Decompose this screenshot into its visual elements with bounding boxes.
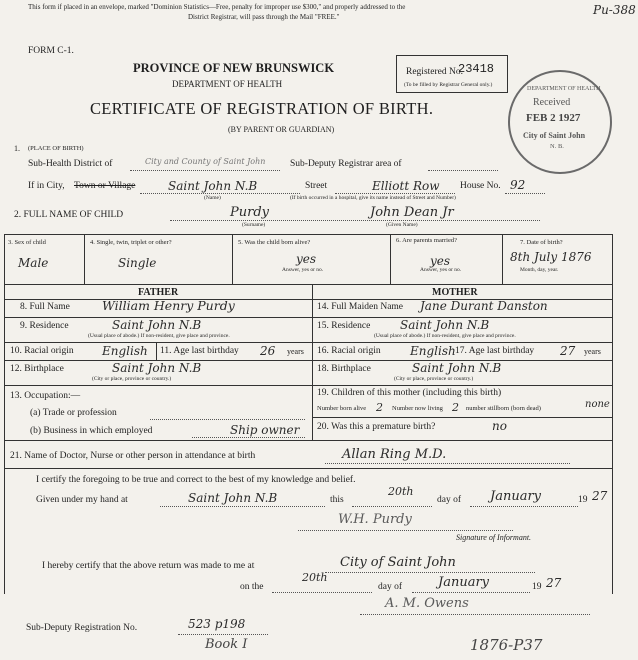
house-label: House No.: [460, 181, 501, 191]
stamp-date: FEB 2 1927: [526, 112, 581, 124]
footer-note: 1876-P37: [470, 636, 543, 654]
city-value: Saint John N.B: [168, 179, 258, 193]
business-label: (b) Business in which employed: [30, 426, 153, 436]
mother-birthplace-value: Saint John N.B: [412, 361, 502, 375]
father-residence-note: (Usual place of abode.) If non-resident, give place and province.: [88, 333, 230, 339]
born-alive-note: Answer, yes or no.: [282, 267, 324, 273]
mother-birthplace-label: 18. Birthplace: [317, 364, 371, 374]
attendant-value: Allan Ring M.D.: [342, 447, 447, 462]
given-year: 27: [592, 489, 608, 503]
mother-age-value: 27: [560, 344, 576, 358]
registered-label: Registered No.: [406, 67, 463, 77]
department-heading: DEPARTMENT OF HEALTH: [172, 79, 283, 89]
children-label: 19. Children of this mother (including this birth): [317, 388, 502, 398]
stamp-city: City of Saint John: [523, 131, 586, 140]
father-heading: FATHER: [138, 287, 179, 298]
city-label: If in City,: [28, 181, 65, 191]
father-birthplace-note: (City or place, province or country.): [92, 376, 172, 382]
birth-date-note: Month, day, year.: [520, 267, 559, 273]
mother-racial-label: 16. Racial origin: [317, 346, 381, 356]
hospital-note: (If birth occurred in a hospital, give its name instead of Street and Number): [290, 195, 456, 201]
health-district-label: Sub-Health District of: [28, 159, 113, 169]
hereby-day: 20th: [302, 571, 328, 584]
registered-number: 23418: [458, 62, 495, 76]
on-the-label: on the: [240, 582, 264, 592]
mother-name-value: Jane Durant Danston: [420, 299, 548, 313]
given-hand-label: Given under my hand at: [36, 495, 128, 505]
born-alive-value: yes: [296, 252, 317, 266]
father-birthplace-value: Saint John N.B: [112, 361, 202, 375]
father-name-value: William Henry Purdy: [102, 298, 235, 313]
child-given-name: John Dean Jr: [370, 205, 454, 220]
living-count-value: 2: [452, 401, 459, 414]
given-year-prefix: 19: [578, 495, 588, 505]
business-value: Ship owner: [230, 423, 300, 437]
top-notice-line2: District Registrar, will pass through the Mail "FREE.": [188, 13, 340, 21]
birth-date-label: 7. Date of birth?: [520, 239, 563, 246]
stamp-department: DEPARTMENT OF HEALTH: [527, 86, 601, 92]
registrar-signature: A. M. Owens: [385, 596, 469, 611]
hereby-certify-text: I hereby certify that the above return was made to me at: [42, 561, 255, 571]
given-place: Saint John N.B: [188, 491, 278, 505]
this-label: this: [330, 495, 344, 505]
hereby-year: 27: [546, 576, 562, 590]
mother-residence-label: 15. Residence: [317, 321, 371, 331]
informant-signature-label: Signature of Informant.: [456, 533, 532, 542]
child-surname: Purdy: [230, 205, 269, 220]
father-age-value: 26: [260, 344, 276, 358]
certify-text: I certify the foregoing to be true and correct to the best of my knowledge and belief.: [36, 475, 356, 485]
place-of-birth-label: (PLACE OF BIRTH): [28, 145, 84, 152]
mother-birthplace-note: (City or place, province or country.): [394, 376, 474, 382]
occupation-label: 13. Occupation:—: [10, 391, 81, 401]
province-heading: PROVINCE OF NEW BRUNSWICK: [133, 61, 335, 75]
registered-note: (To be filled by Registrar General only.): [404, 82, 493, 88]
born-alive-count-label: Number born alive: [317, 405, 367, 412]
given-name-note: (Given Name): [386, 222, 418, 228]
living-count-label: Number now living: [392, 405, 443, 412]
parents-married-value: yes: [430, 254, 451, 268]
top-notice-line1: This form if placed in an envelope, marked "Dominion Statistics—Free, penalty for improper use $300," and properly addressed to the: [28, 3, 406, 11]
deputy-area-label: Sub-Deputy Registrar area of: [290, 159, 402, 169]
child-name-label: 2. FULL NAME OF CHILD: [14, 210, 124, 220]
sex-label: 3. Sex of child: [8, 239, 46, 246]
hereby-month: January: [438, 575, 490, 590]
mother-years: years: [584, 347, 601, 356]
born-alive-count-value: 2: [376, 401, 383, 414]
father-residence-label: 9. Residence: [20, 321, 69, 331]
given-month: January: [490, 489, 542, 504]
house-value: 92: [510, 178, 526, 192]
plurality-value: Single: [118, 256, 157, 270]
section1-number: 1.: [14, 144, 20, 153]
subdeputy-value: 523 p198: [188, 617, 246, 631]
stamp-received: Received: [533, 97, 571, 108]
informant-signature: W.H. Purdy: [338, 512, 412, 527]
street-value: Elliott Row: [372, 179, 440, 193]
stillborn-count-label: number stillborn (born dead): [466, 405, 541, 412]
premature-value: no: [492, 419, 507, 433]
town-village-label: Town or Village: [74, 181, 136, 191]
stillborn-count-value: none: [585, 399, 610, 410]
trade-label: (a) Trade or profession: [30, 408, 117, 418]
subdeputy-label: Sub-Deputy Registration No.: [26, 623, 138, 633]
surname-note: (Surname): [242, 222, 266, 228]
hereby-year-prefix: 19: [532, 582, 542, 592]
birth-date-value: 8th July 1876: [510, 250, 592, 264]
given-day: 20th: [388, 485, 414, 498]
sex-value: Male: [18, 256, 49, 270]
mother-age-label: 17. Age last birthday: [455, 346, 535, 356]
born-alive-label: 5. Was the child born alive?: [238, 239, 311, 246]
father-birthplace-label: 12. Birthplace: [10, 364, 64, 374]
street-label: Street: [305, 181, 328, 191]
day-of-label: day of: [437, 495, 462, 505]
corner-note: Pu-388: [593, 3, 636, 17]
certificate-subtitle: (BY PARENT OR GUARDIAN): [228, 125, 335, 134]
name-note: (Name): [204, 195, 221, 201]
father-years: years: [287, 347, 304, 356]
father-name-label: 8. Full Name: [20, 302, 70, 312]
hereby-place: City of Saint John: [340, 555, 456, 570]
father-racial-label: 10. Racial origin: [10, 346, 74, 356]
book-note: Book I: [205, 637, 248, 652]
father-age-label: 11. Age last birthday: [160, 346, 239, 356]
father-racial-value: English: [102, 344, 148, 358]
plurality-label: 4. Single, twin, triplet or other?: [90, 239, 172, 246]
mother-racial-value: English: [410, 344, 456, 358]
premature-label: 20. Was this a premature birth?: [317, 422, 436, 432]
mother-heading: MOTHER: [432, 287, 478, 298]
parents-married-note: Answer, yes or no.: [420, 267, 462, 273]
hereby-day-of-label: day of: [378, 582, 403, 592]
mother-residence-value: Saint John N.B: [400, 318, 490, 332]
form-code: FORM C-1.: [28, 46, 74, 56]
mother-residence-note: (Usual place of abode.) If non-resident, give place and province.: [374, 333, 516, 339]
mother-name-label: 14. Full Maiden Name: [317, 302, 404, 312]
father-residence-value: Saint John N.B: [112, 318, 202, 332]
health-district-value: City and County of Saint John: [145, 157, 266, 166]
attendant-label: 21. Name of Doctor, Nurse or other person in attendance at birth: [10, 451, 256, 461]
parents-married-label: 6. Are parents married?: [396, 237, 458, 244]
stamp-region: N. B.: [550, 143, 564, 150]
certificate-title: CERTIFICATE OF REGISTRATION OF BIRTH.: [90, 99, 434, 118]
